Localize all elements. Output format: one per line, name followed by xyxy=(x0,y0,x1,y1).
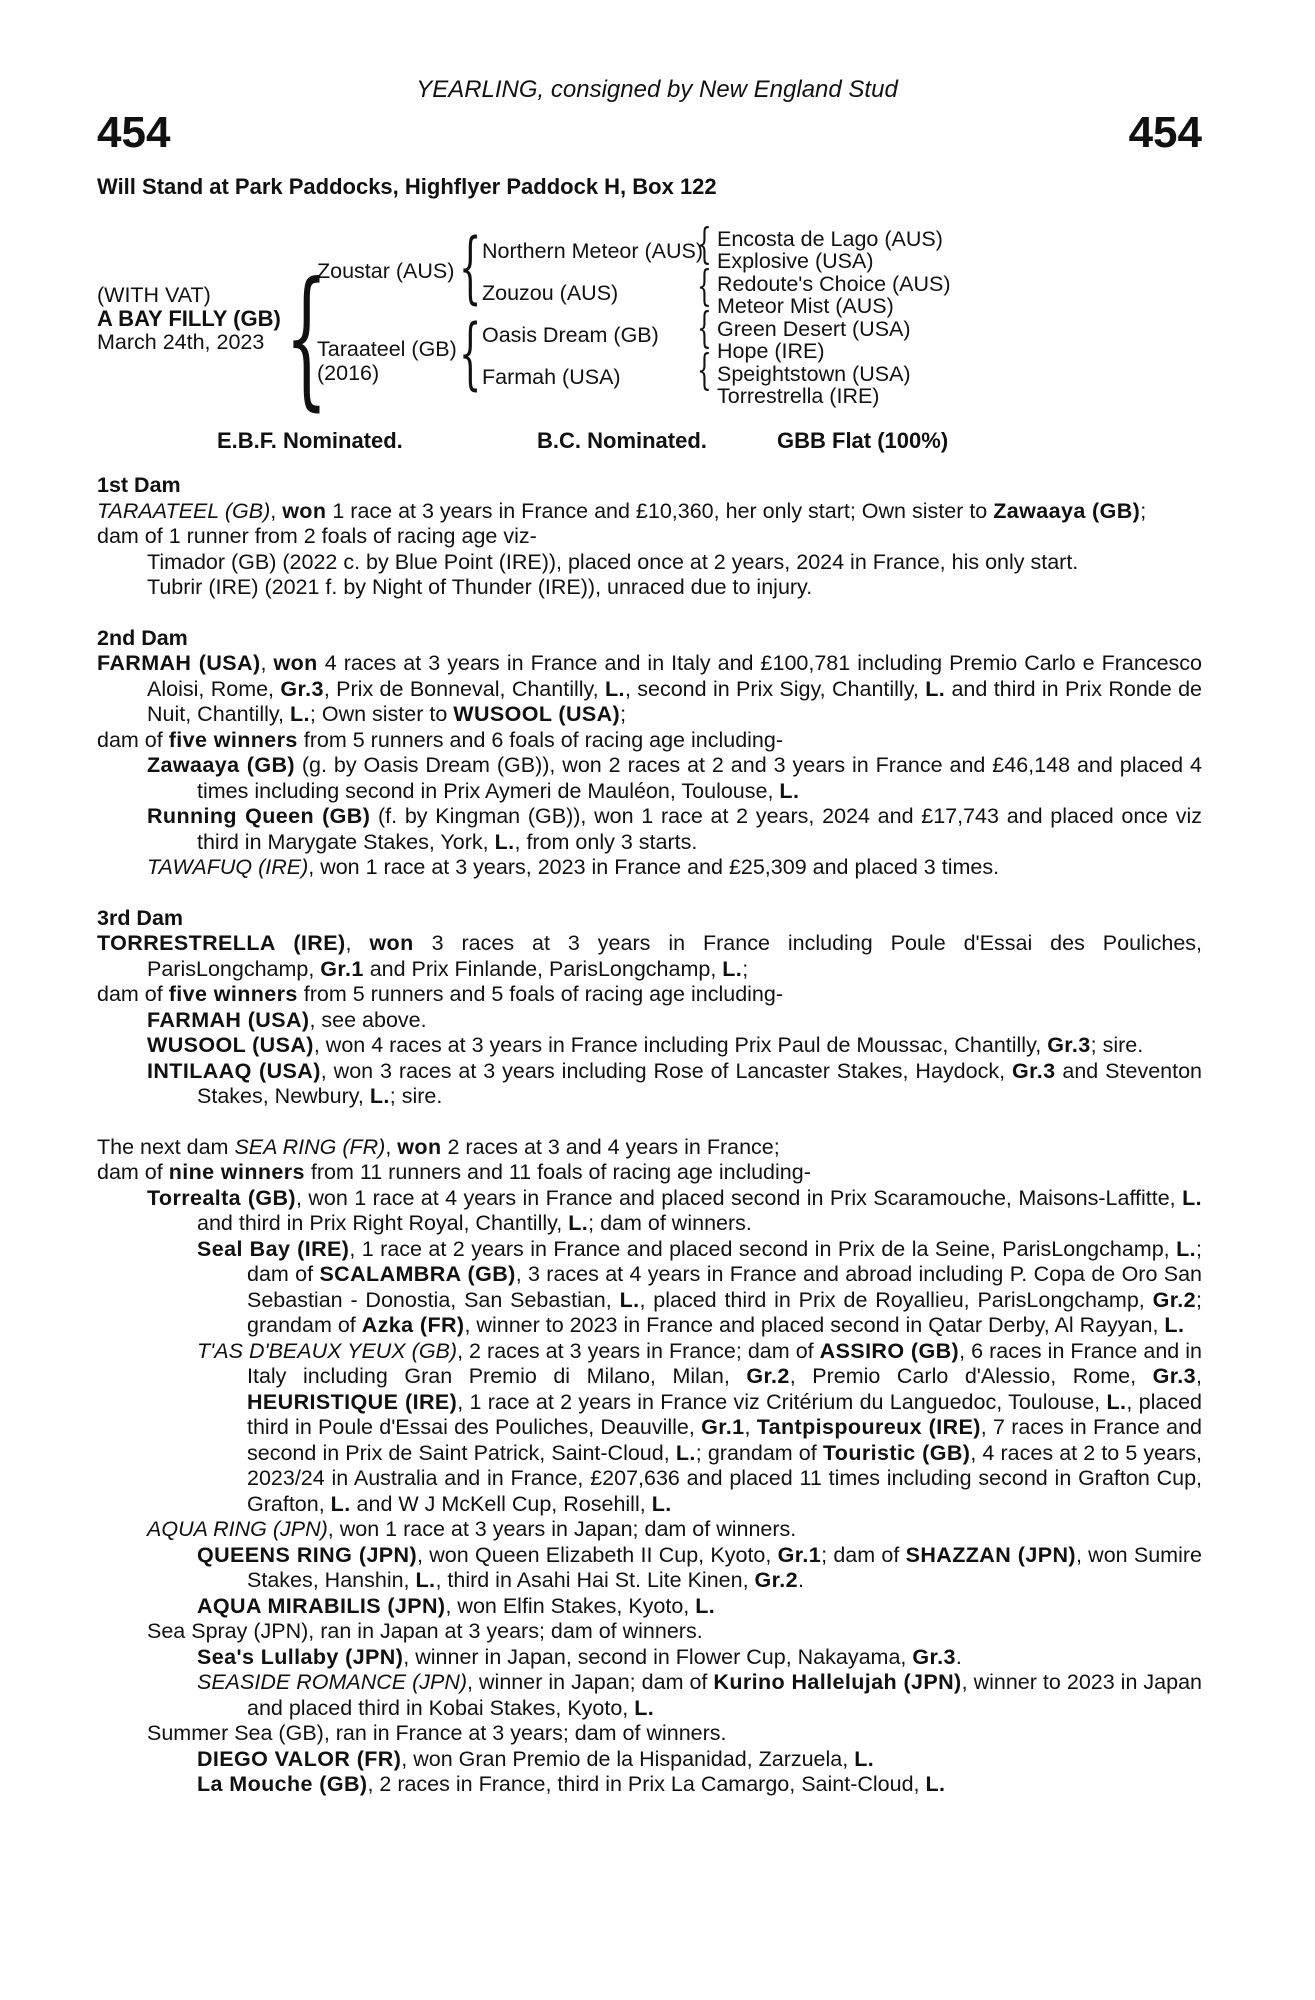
produce-item: Sea Spray (JPN), ran in Japan at 3 years; dam of winners. xyxy=(147,1619,703,1643)
second-dam-entry: FARMAH (USA), won 4 races at 3 years in France and in Italy and £100,781 including Premio Carlo e Francesco Aloisi, Rome, Gr.3, Prix de Bonneval, Chantilly, L., second in Prix Sigy, Chantilly, L. and third in Prix Ronde de Nuit, Chantilly, L.; Own sister to WUSOOL (USA); xyxy=(97,651,1202,726)
pedigree-table xyxy=(97,197,1202,425)
brace-icon: { xyxy=(697,345,712,394)
brace-icon: { xyxy=(697,261,712,310)
produce-item: Torrealta (GB), won 1 race at 4 years in France and placed second in Prix Scaramouche, Maisons-Laffitte, L. and third in Prix Right Royal, Chantilly, L.; dam of winners. xyxy=(147,1185,1202,1235)
produce-item: T'AS D'BEAUX YEUX (GB), 2 races at 3 years in France; dam of ASSIRO (GB), 6 races in France and in Italy including Gran Premio di Milano, Milan, Gr.2, Premio Carlo d'Alessio, Rome, Gr.3, HEURISTIQUE (IRE), 1 race at 2 years in France viz Critérium du Languedoc, Toulouse, L., placed third in Poule d'Essai des Pouliches, Deauville, Gr.1, Tantpispoureux (IRE), 7 races in France and second in Prix de Saint Patrick, Saint-Cloud, L.; grandam of Touristic (GB), 4 races at 2 to 5 years, 2023/24 in Australia and in France, £207,636 and placed 11 times including second in Grafton Cup, Grafton, L. and W J McKell Cup, Rosehill, L. xyxy=(197,1338,1203,1516)
third-dam-entry: TORRESTRELLA (IRE), won 3 races at 3 years in France including Poule d'Essai des Pouliches, ParisLongchamp, Gr.1 and Prix Finlande, ParisLongchamp, L.; xyxy=(97,931,1202,981)
produce-item: TAWAFUQ (IRE), won 1 race at 3 years, 2023 in France and £25,309 and placed 3 times. xyxy=(147,855,1000,879)
produce-item: Tubrir (IRE) (2021 f. by Night of Thunder (IRE)), unraced due to injury. xyxy=(147,575,813,599)
ped-sds: Redoute's Choice (AUS) xyxy=(717,272,951,296)
produce-item: AQUA RING (JPN), won 1 race at 3 years in Japan; dam of winners. xyxy=(147,1517,797,1541)
produce-item: INTILAAQ (USA), won 3 races at 3 years including Rose of Lancaster Stakes, Haydock, Gr.3 and Steventon Stakes, Newbury, L.; sire. xyxy=(147,1058,1202,1108)
first-dam-entry: TARAATEEL (GB), won 1 race at 3 years in France and £10,360, her only start; Own sister to Zawaaya (GB); xyxy=(97,498,1147,523)
produce-item: Seal Bay (IRE), 1 race at 2 years in France and placed second in Prix de la Seine, ParisLongchamp, L.; dam of SCALAMBRA (GB), 3 races at 4 years in France and abroad including P. Copa de Oro San Sebastian - Donostia, San Sebastian, L., placed third in Prix de Royallieu, ParisLongchamp, Gr.2; grandam of Azka (FR), winner to 2023 in France and placed second in Qatar Derby, Al Rayyan, L. xyxy=(197,1236,1203,1337)
produce-item: FARMAH (USA), see above. xyxy=(147,1007,427,1032)
third-dam-produce-summary: dam of five winners from 5 runners and 5 foals of racing age including- xyxy=(97,982,784,1006)
produce-item: Zawaaya (GB) (g. by Oasis Dream (GB)), won 2 races at 2 and 3 years in France and £46,148 and placed 4 times including second in Prix Aymeri de Mauléon, Toulouse, L. xyxy=(147,753,1202,803)
bc-nomination: B.C. Nominated. xyxy=(537,428,707,453)
second-dam-heading: 2nd Dam xyxy=(97,625,188,650)
dam-sire: Oasis Dream (GB) xyxy=(482,323,659,347)
produce-item: Summer Sea (GB), ran in France at 3 years; dam of winners. xyxy=(147,1721,727,1745)
ped-dds: Speightstown (USA) xyxy=(717,362,911,386)
produce-item: La Mouche (GB), 2 races in France, third in Prix La Camargo, Saint-Cloud, L. xyxy=(197,1772,946,1796)
sire-dam: Zouzou (AUS) xyxy=(482,281,619,305)
produce-item: DIEGO VALOR (FR), won Gran Premio de la Hispanidad, Zarzuela, L. xyxy=(197,1746,875,1771)
stand-location: Will Stand at Park Paddocks, Highflyer Paddock H, Box 122 xyxy=(97,174,717,199)
fourth-dam-produce-summary: dam of nine winners from 11 runners and 11 foals of racing age including- xyxy=(97,1160,811,1184)
brace-icon: { xyxy=(697,219,712,268)
brace-icon: { xyxy=(459,223,482,313)
lot-number-left: 454 xyxy=(97,108,171,157)
ped-sss: Encosta de Lago (AUS) xyxy=(717,227,943,251)
fourth-dam-entry: The next dam SEA RING (FR), won 2 races at 3 and 4 years in France; xyxy=(97,1134,780,1159)
third-dam-heading: 3rd Dam xyxy=(97,905,184,930)
produce-item: Running Queen (GB) (f. by Kingman (GB)), won 1 race at 2 years, 2024 and £17,743 and placed once viz third in Marygate Stakes, York, L., from only 3 starts. xyxy=(147,804,1202,854)
ebf-nomination: E.B.F. Nominated. xyxy=(217,428,403,453)
ped-ssd: Explosive (USA) xyxy=(717,249,874,273)
produce-item: SEASIDE ROMANCE (JPN), winner in Japan; dam of Kurino Hallelujah (JPN), winner to 2023 in Japan and placed third in Kobai Stakes, Kyoto, L. xyxy=(197,1670,1203,1720)
date-of-birth: March 24th, 2023 xyxy=(97,330,265,354)
dam-dam: Farmah (USA) xyxy=(482,365,621,389)
consignment-line: YEARLING, consigned by New England Stud xyxy=(416,76,898,103)
ped-dsd: Hope (IRE) xyxy=(717,339,825,363)
dam: Taraateel (GB) xyxy=(317,337,457,361)
brace-icon: { xyxy=(285,251,328,425)
second-dam-produce-summary: dam of five winners from 5 runners and 6 foals of racing age including- xyxy=(97,727,784,752)
ped-dss: Green Desert (USA) xyxy=(717,317,911,341)
produce-item: Timador (GB) (2022 c. by Blue Point (IRE)), placed once at 2 years, 2024 in France, his only start. xyxy=(147,549,1079,574)
brace-icon: { xyxy=(459,309,482,399)
ped-sdd: Meteor Mist (AUS) xyxy=(717,294,894,318)
vat-note: (WITH VAT) xyxy=(97,283,211,307)
produce-item: QUEENS RING (JPN), won Queen Elizabeth II Cup, Kyoto, Gr.1; dam of SHAZZAN (JPN), won Sumire Stakes, Hanshin, L., third in Asahi Hai St. Lite Kinen, Gr.2. xyxy=(197,1542,1202,1592)
produce-item: AQUA MIRABILIS (JPN), won Elfin Stakes, Kyoto, L. xyxy=(197,1593,716,1618)
gbb-flat: GBB Flat (100%) xyxy=(777,428,949,453)
produce-item: Sea's Lullaby (JPN), winner in Japan, second in Flower Cup, Nakayama, Gr.3. xyxy=(197,1644,962,1669)
sire: Zoustar (AUS) xyxy=(317,259,455,283)
produce-record xyxy=(97,473,1202,1798)
lot-number-right: 454 xyxy=(1128,108,1202,157)
first-dam-produce-summary: dam of 1 runner from 2 foals of racing age viz- xyxy=(97,524,537,548)
ped-ddd: Torrestrella (IRE) xyxy=(717,384,880,408)
sire-sire: Northern Meteor (AUS) xyxy=(482,239,704,263)
brace-icon: { xyxy=(697,303,712,352)
first-dam-heading: 1st Dam xyxy=(97,473,181,497)
horse-name: A BAY FILLY (GB) xyxy=(97,306,281,331)
dam-year: (2016) xyxy=(317,361,380,385)
produce-item: WUSOOL (USA), won 4 races at 3 years in France including Prix Paul de Moussac, Chantilly, Gr.3; sire. xyxy=(147,1033,1144,1057)
